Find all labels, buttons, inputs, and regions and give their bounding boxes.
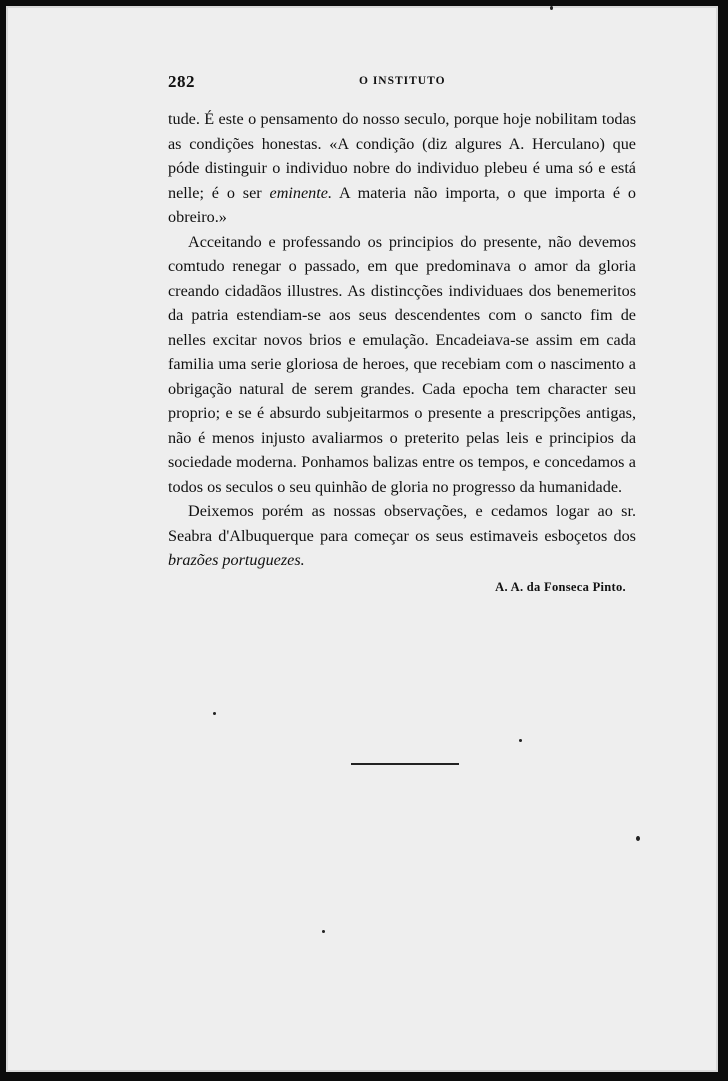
paragraph-1-text-b: A materia não importa, o que importa é o obreiro.» [168, 183, 637, 226]
page-number: 282 [168, 72, 195, 91]
author-signature: A. A. da Fonseca Pinto. [495, 579, 626, 594]
section-rule [351, 763, 459, 765]
paragraph-1 [168, 107, 636, 230]
ink-speck [636, 836, 640, 841]
paragraph-3-text: Deixemos porém as nossas observações, e cedamos logar ao sr. Seabra d'Albuquerque para começar os seus estimaveis esboçetos dos [168, 502, 636, 545]
ink-speck [519, 739, 522, 742]
page-header [168, 72, 636, 98]
paragraph-3-emphasis: brazões portuguezes. [168, 551, 305, 569]
paragraph-3 [168, 499, 636, 573]
ink-speck [550, 6, 553, 10]
ink-speck [213, 712, 216, 715]
article-body [168, 107, 636, 599]
running-title: O INSTITUTO [359, 75, 446, 87]
paragraph-1-text-a: tude. É este o pensamento do nosso seculo, porque hoje nobilitam todas as condições honestas. «A condição (diz algures A. Herculano) que póde distinguir o individuo nobre do individuo plebeu é uma só e está nelle; é o ser [168, 110, 636, 202]
document-page [6, 6, 718, 1072]
paragraph-1-emphasis: eminente. [269, 183, 333, 202]
paragraph-2: Acceitando e professando os principios do presente, não devemos comtudo renegar o passado, em que predominava o amor da gloria creando cidadãos illustres. As distincções individuaes dos benemeritos da patria estendiam-se aos seus descendentes com o sancto fim de nelles excitar novos brios e emulação. Encadeiava-se assim em cada familia uma serie gloriosa de heroes, que recebiam com o nascimento a obrigação natural de serem grandes. Cada epocha tem character seu proprio; e se é absurdo subjeitarmos o presente a prescripções antigas, não é menos injusto avaliarmos o preterito pelas leis e principios da sociedade moderna. Ponhamos balizas entre os tempos, e concedamos a todos os seculos o seu quinhão de gloria no progresso da humanidade. [168, 232, 636, 496]
ink-speck [322, 930, 325, 933]
